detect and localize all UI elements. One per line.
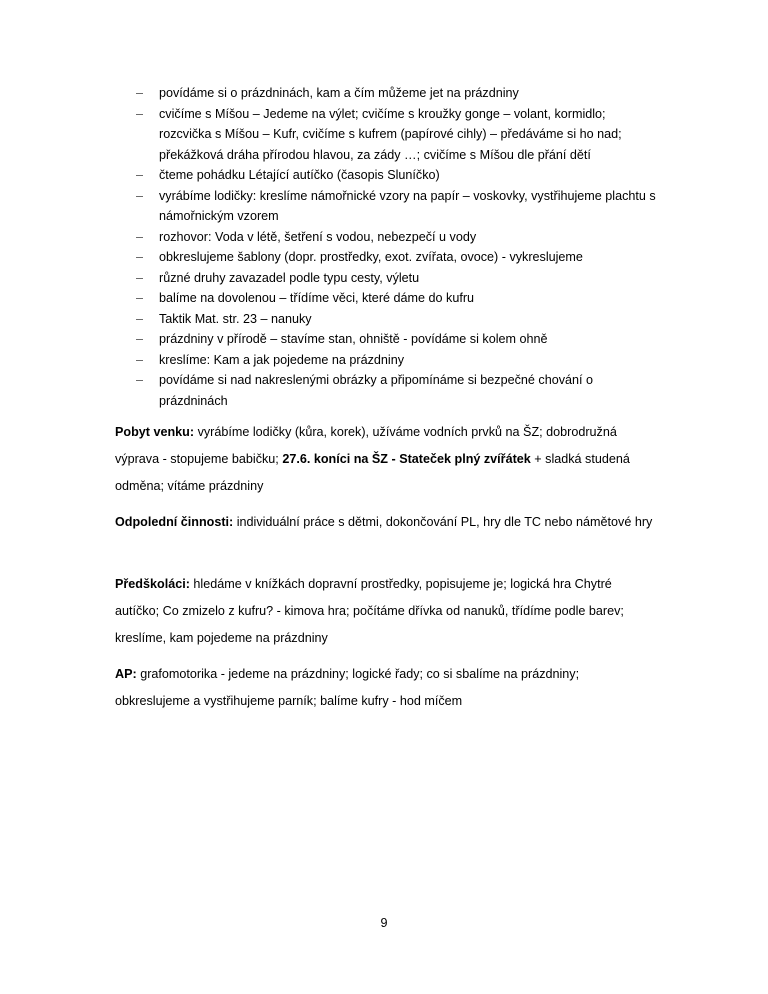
bullet-dash: – <box>136 229 144 244</box>
ap-text: grafomotorika - jedeme na prázdniny; logické řady; co si sbalíme na prázdniny; obkreslujeme a vystřihujeme parník; balíme kufry - hod míčem <box>115 667 580 708</box>
predskolaci-text: hledáme v knížkách dopravní prostředky, popisujeme je; logická hra Chytré autíčko; Co zmizelo z kufru? - kimova hra; počítáme dřívka od nanuků, třídíme podle barev; kreslíme, kam pojedeme na prázdniny <box>115 577 624 645</box>
list-item <box>136 268 656 289</box>
list-item-text: rozhovor: Voda v létě, šetření s vodou, nebezpečí u vody <box>159 229 477 244</box>
bullet-dash: – <box>136 106 144 121</box>
pobyt-venku-text-end: + sladká studená odměna; vítáme prázdniny <box>115 452 630 493</box>
list-item <box>136 370 656 411</box>
list-item <box>136 309 656 330</box>
list-item <box>136 288 656 309</box>
list-item-text: obkreslujeme šablony (dopr. prostředky, exot. zvířata, ovoce) - vykreslujeme <box>159 250 583 264</box>
bullet-dash: – <box>136 373 144 387</box>
bullet-dash: – <box>136 352 144 367</box>
list-item-text: cvičíme s Míšou – Jedeme na výlet; cvičíme s kroužky gonge – volant, kormidlo; rozcvička s Míšou – Kufr, cvičíme s kufrem (papírové cihly) – předáváme si ho nad; překážková dráha přírodou hlavou, za zády …; cvičíme s Míšou dle přání dětí <box>159 106 622 162</box>
bullet-dash: – <box>136 270 144 285</box>
bullet-dash: – <box>136 291 144 305</box>
list-item-text: povídáme si nad nakreslenými obrázky a připomínáme si bezpečné chování o prázdninách <box>159 373 594 408</box>
list-item-text: povídáme si o prázdninách, kam a čím můžeme jet na prázdniny <box>159 86 519 100</box>
list-item-text: Taktik Mat. str. 23 – nanuky <box>159 311 312 326</box>
bullet-dash: – <box>136 86 144 100</box>
list-item <box>136 83 656 104</box>
bullet-dash: – <box>136 332 144 346</box>
list-item-text: prázdniny v přírodě – stavíme stan, ohniště - povídáme si kolem ohně <box>159 332 548 346</box>
list-item <box>136 329 656 350</box>
list-item-text: balíme na dovolenou – třídíme věci, které dáme do kufru <box>159 291 475 305</box>
odpoledni-cinnosti-paragraph <box>115 509 655 536</box>
page-number: 9 <box>380 916 388 930</box>
odpoledni-cinnosti-text: individuální práce s dětmi, dokončování PL, hry dle TC nebo námětové hry <box>233 515 653 529</box>
list-item-text: vyrábíme lodičky: kreslíme námořnické vzory na papír – voskovky, vystřihujeme plachtu s námořnickým vzorem <box>159 188 656 223</box>
ap-paragraph <box>115 661 655 715</box>
predskolaci-label: Předškoláci: <box>115 577 190 591</box>
bullet-dash: – <box>136 250 144 264</box>
predskolaci-paragraph <box>115 571 655 652</box>
pobyt-venku-paragraph <box>115 419 655 500</box>
list-item <box>136 227 656 248</box>
list-item-text: čteme pohádku Létající autíčko (časopis Sluníčko) <box>159 168 440 182</box>
list-item-text: kreslíme: Kam a jak pojedeme na prázdniny <box>159 352 405 367</box>
pobyt-venku-label: Pobyt venku: <box>115 425 195 439</box>
list-item-text: různé druhy zavazadel podle typu cesty, výletu <box>159 270 420 285</box>
list-item <box>136 247 656 268</box>
bullet-dash: – <box>136 188 144 203</box>
list-item <box>136 186 656 227</box>
list-item <box>136 165 656 186</box>
odpoledni-cinnosti-label: Odpolední činnosti: <box>115 515 234 529</box>
bullet-dash: – <box>136 168 144 182</box>
ap-label: AP: <box>115 667 137 681</box>
list-item <box>136 104 656 166</box>
activity-list <box>136 83 656 411</box>
bullet-dash: – <box>136 311 144 326</box>
pobyt-venku-text: vyrábíme lodičky (kůra, korek), užíváme vodních prvků na ŠZ; dobrodružná výprava - stopujeme babičku; <box>115 425 617 466</box>
pobyt-venku-event: 27.6. koníci na ŠZ - Stateček plný zvířátek <box>282 452 531 466</box>
list-item <box>136 350 656 371</box>
